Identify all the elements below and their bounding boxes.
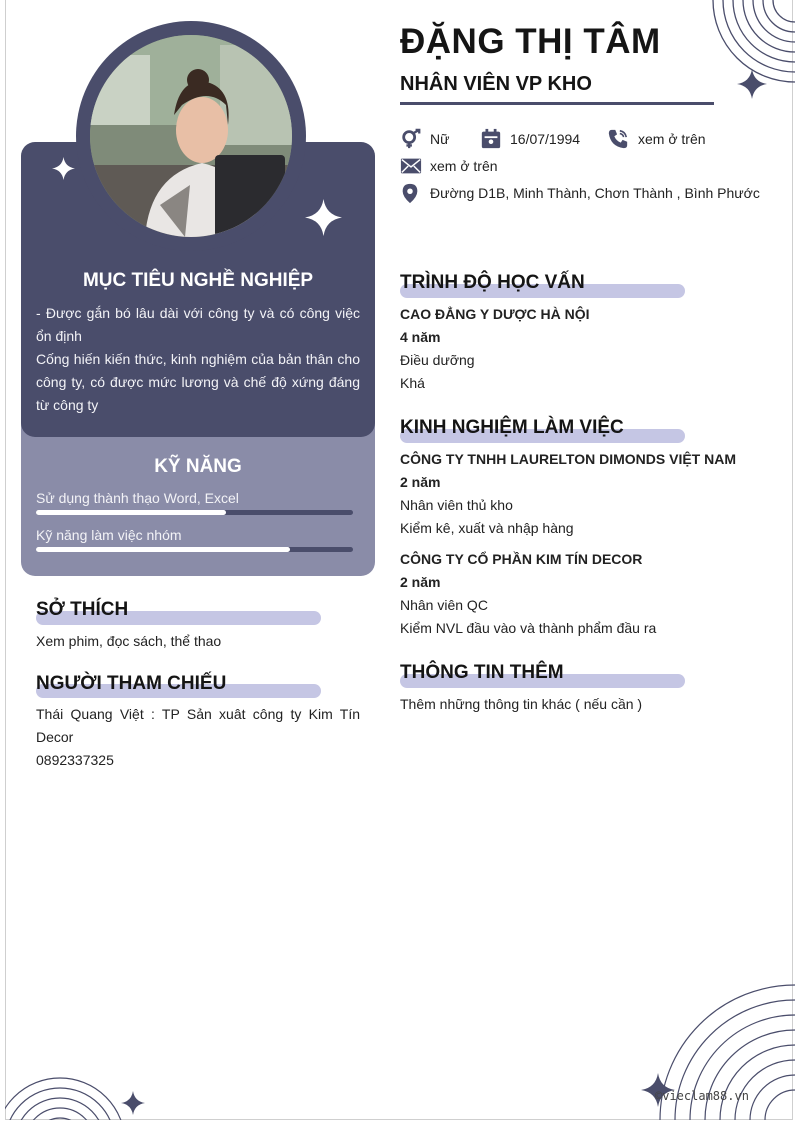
company-name: CÔNG TY TNHH LAURELTON DIMONDS VIỆT NAM <box>400 451 736 467</box>
reference-phone: 0892337325 <box>36 752 114 768</box>
location-icon <box>400 183 420 205</box>
sparkle-icon <box>52 157 75 180</box>
reference-line: Decor <box>36 729 74 745</box>
job-position: Nhân viên QC <box>400 597 488 613</box>
skills-title: KỸ NĂNG <box>154 456 242 477</box>
objective-title: MỤC TIÊU NGHỀ NGHIỆP <box>82 270 314 291</box>
skill-label: Sử dụng thành thạo Word, Excel <box>36 490 239 506</box>
skill-label: Kỹ năng làm việc nhóm <box>36 527 182 543</box>
candidate-name: ĐẶNG THỊ TÂM <box>400 22 661 61</box>
address-value: Đường D1B, Minh Thành, Chơn Thành , Bình Phước <box>430 185 760 201</box>
job-duration: 2 năm <box>400 574 441 590</box>
extra-title: THÔNG TIN THÊM <box>400 662 564 683</box>
skill-bar-fill <box>36 547 290 552</box>
education-grade: Khá <box>400 375 425 391</box>
education-title: TRÌNH ĐỘ HỌC VẤN <box>400 272 585 293</box>
sparkle-icon <box>305 199 342 236</box>
references-title: NGƯỜI THAM CHIẾU <box>36 673 227 694</box>
hobbies-title: SỞ THÍCH <box>36 599 129 620</box>
skill-bar <box>36 510 353 515</box>
divider <box>400 102 714 105</box>
birthdate-value: 16/07/1994 <box>510 131 581 147</box>
decorative-arcs-bottom-left <box>5 1068 125 1120</box>
sparkle-icon <box>121 1091 145 1115</box>
education-duration: 4 năm <box>400 329 441 345</box>
avatar <box>90 35 292 237</box>
skill-bar <box>36 547 353 552</box>
school-name: CAO ĐẲNG Y DƯỢC HÀ NỘI <box>400 306 590 322</box>
gender-value: Nữ <box>430 131 450 147</box>
phone-value: xem ở trên <box>638 131 706 147</box>
skill-bar-fill <box>36 510 226 515</box>
email-icon <box>400 157 422 175</box>
calendar-icon <box>480 128 502 150</box>
phone-icon <box>607 128 629 150</box>
job-position: Nhân viên thủ kho <box>400 497 513 513</box>
hobbies-text: Xem phim, đọc sách, thể thao <box>36 633 222 649</box>
extra-text: Thêm những thông tin khác ( nếu cần ) <box>400 696 643 712</box>
gender-icon <box>400 128 422 150</box>
job-title: NHÂN VIÊN VP KHO <box>400 73 592 95</box>
email-value: xem ở trên <box>430 158 498 174</box>
job-description: Kiểm NVL đầu vào và thành phẩm đầu ra <box>400 620 657 636</box>
job-duration: 2 năm <box>400 474 441 490</box>
education-major: Điều dưỡng <box>400 352 475 368</box>
sparkle-icon <box>737 69 767 99</box>
job-description: Kiểm kê, xuất và nhập hàng <box>400 520 574 536</box>
experience-title: KINH NGHIỆM LÀM VIỆC <box>400 417 624 438</box>
watermark: ©vieclam88.vn <box>655 1089 749 1103</box>
objective-text: - Được gắn bó lâu dài với công ty và có công việc ổn định Cống hiến kiến thức, kinh nghiệm của bản thân cho công ty, có được mức lương và chế độ xứng đáng từ công ty <box>36 305 360 413</box>
reference-line: Thái Quang Việt : TP Sản xuât công ty Kim Tín <box>36 706 360 722</box>
company-name: CÔNG TY CỔ PHẦN KIM TÍN DECOR <box>400 551 643 567</box>
